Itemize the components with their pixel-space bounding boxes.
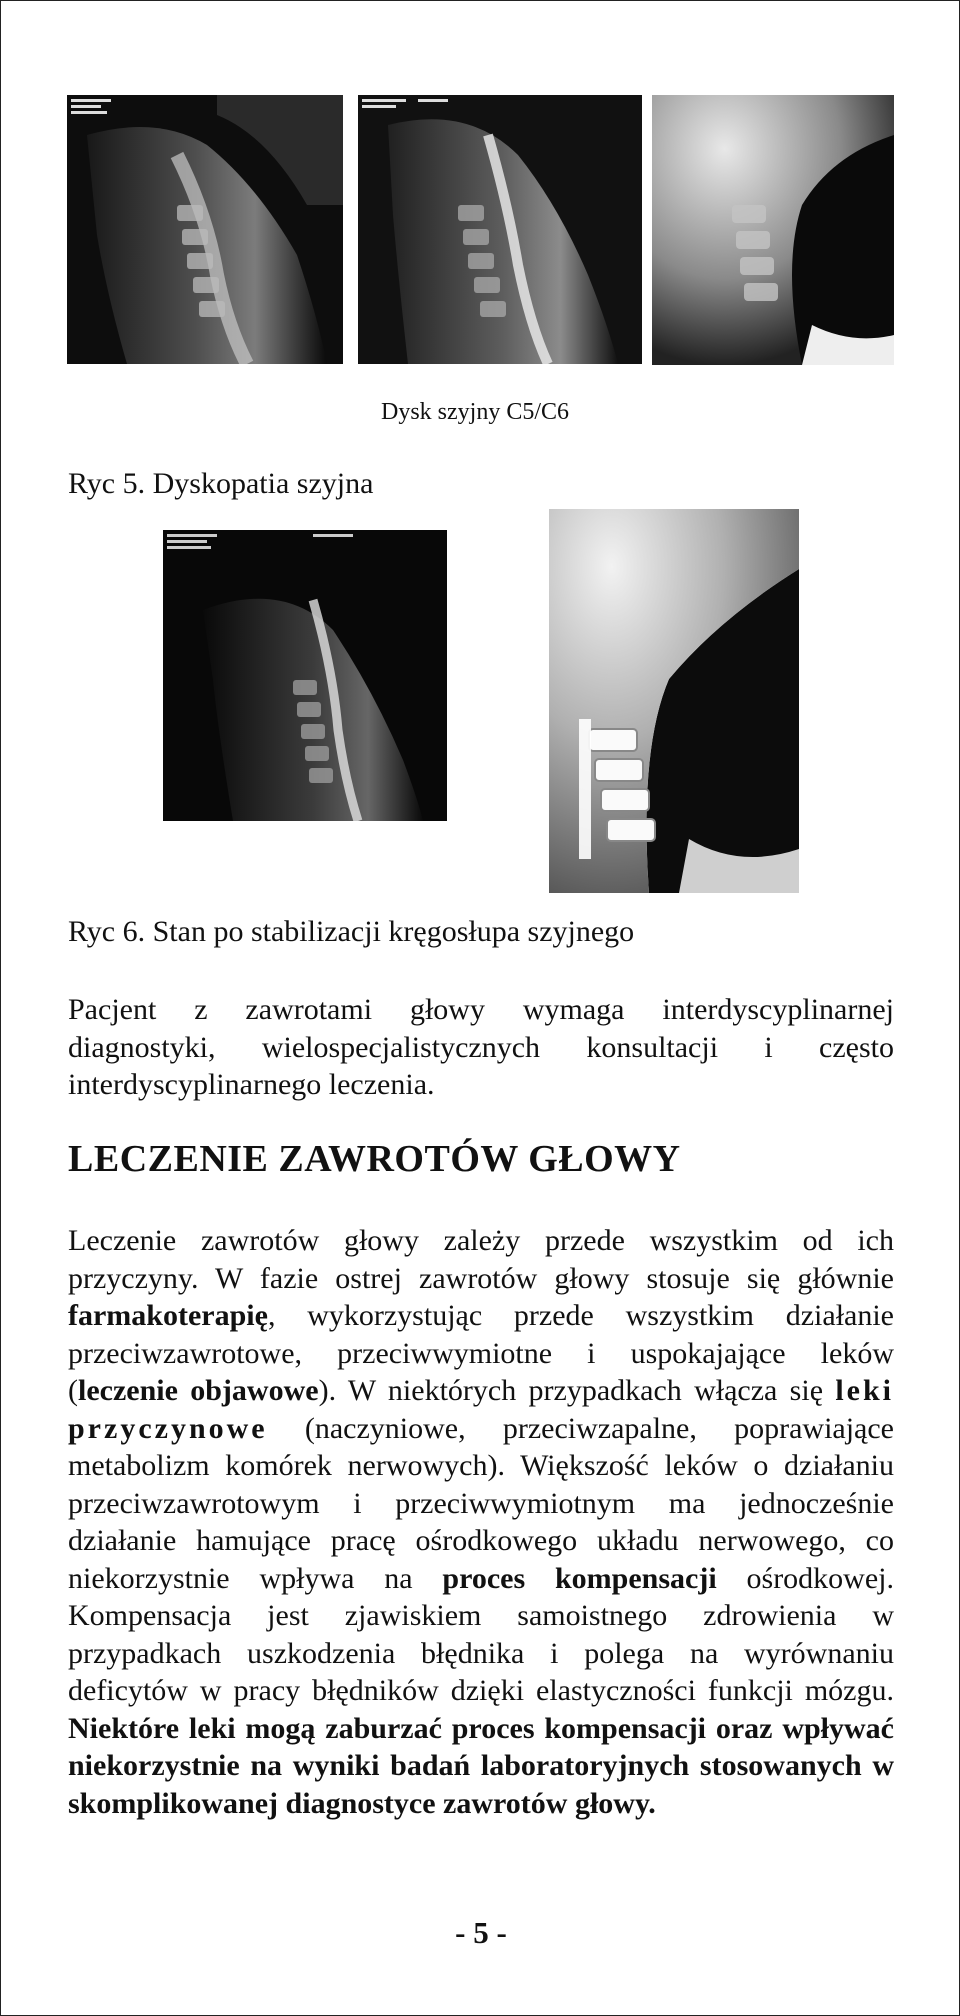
figure-5-caption: Ryc 5. Dyskopatia szyjna (68, 467, 374, 500)
treatment-paragraph (68, 1222, 894, 1822)
body-text: Leczenie zawrotów głowy zależy przede wszystkim od ich przyczyny. W fazie ostrej zawrotów głowy stosuje się głównie (68, 1224, 894, 1295)
mri-image-2 (358, 95, 642, 364)
mri-image-1 (67, 95, 343, 364)
figure-6-caption: Ryc 6. Stan po stabilizacji kręgosłupa szyjnego (68, 915, 635, 948)
body-bold-text: Niektóre leki mogą zaburzać proces kompensacji oraz wpływać niekorzystnie na wyniki badań laboratoryjnych stosowanych w skomplikowanej diagnostyce zawrotów głowy. (68, 1711, 894, 1820)
xray-image-1 (652, 95, 894, 365)
body-text: (naczyniowe, przeciwzapalne, poprawiające metabolizm komórek nerwowych). Większość leków o działaniu przeciwzawrotowym i przeciwwymiotnym ma jednocześnie działanie hamujące pracę ośrodkowego układu nerwowego, co niekorzystnie wpływa na (68, 1411, 894, 1595)
mri-image-3 (163, 530, 447, 821)
figure-5-top-caption: Dysk szyjny C5/C6 (381, 399, 570, 425)
body-text: ośrodkowej. Kompensacja jest zjawiskiem samoistnego zdrowienia w przypadkach uszkodzenia błędnika i polega na wyrównaniu deficytów w pracy błędników dzięki elastyczności funkcji mózgu. (68, 1561, 894, 1707)
body-text: ). W niektórych przypadkach włącza się (318, 1374, 836, 1407)
section-heading: LECZENIE ZAWROTÓW GŁOWY (68, 1138, 681, 1180)
body-text: , wykorzystując przede wszystkim działanie przeciwzawrotowe, przeciwwymiotne i uspokajające leków ( (68, 1299, 894, 1407)
body-bold-text: leki przyczynowe (68, 1374, 894, 1445)
intro-paragraph: Pacjent z zawrotami głowy wymaga interdyscyplinarnej diagnostyki, wielospecjalistycznych konsultacji i często interdyscyplinarnego leczenia. (68, 993, 894, 1101)
body-bold-text: leczenie objawowe (78, 1374, 319, 1407)
body-bold-text: proces kompensacji (442, 1561, 717, 1595)
body-bold-text: farmakoterapię (68, 1299, 268, 1332)
page-number: - 5 - (455, 1915, 507, 1950)
xray-image-2 (549, 509, 799, 893)
